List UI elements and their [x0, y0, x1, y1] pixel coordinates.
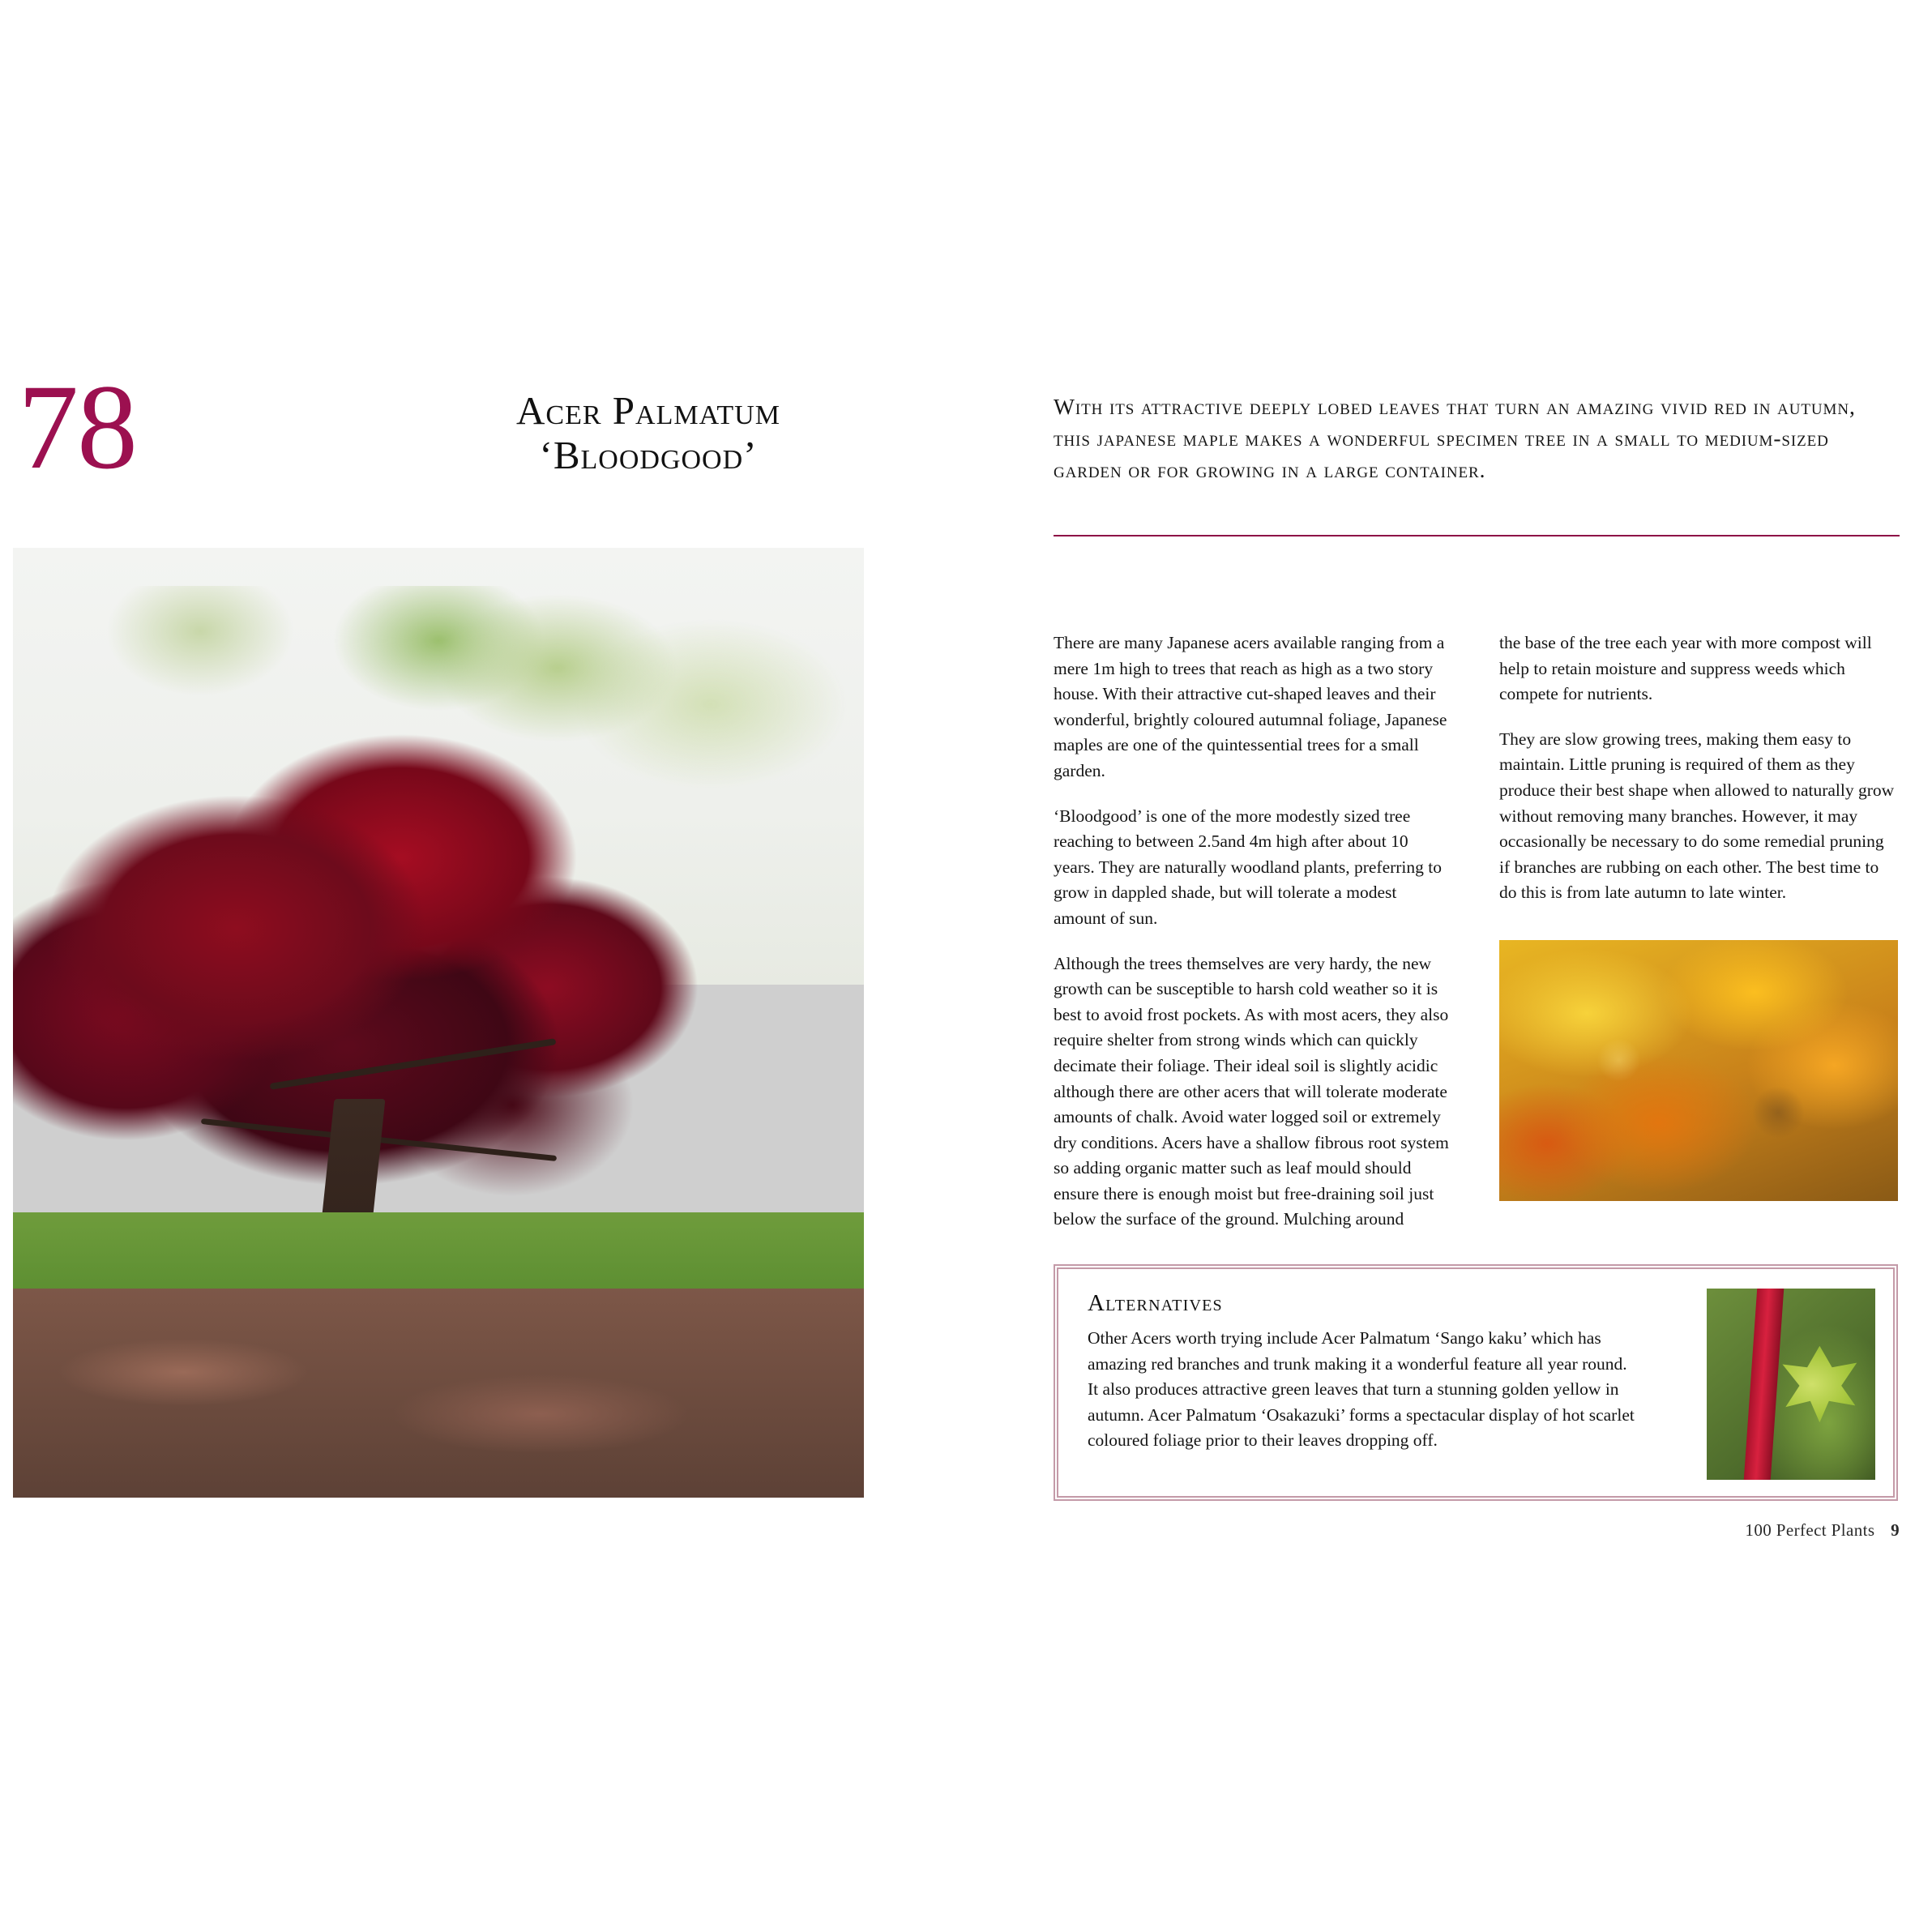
body-column-right — [1499, 630, 1898, 925]
page-title — [421, 389, 875, 478]
alternatives-photo — [1707, 1289, 1875, 1480]
plant-number: 78 — [18, 360, 136, 494]
hero-photo — [13, 548, 864, 1498]
page-title-line-2: ‘Bloodgood’ — [539, 432, 758, 477]
header-divider — [1054, 535, 1900, 536]
alternatives-photo-background — [1707, 1289, 1875, 1480]
alternatives-heading: Alternatives — [1088, 1290, 1223, 1316]
autumn-leaves-photo — [1499, 940, 1898, 1201]
footer-book-title: 100 Perfect Plants — [1745, 1520, 1875, 1540]
alternatives-box — [1054, 1264, 1898, 1501]
alternatives-text: Other Acers worth trying include Acer Palmatum ‘Sango kaku’ which has amazing red branches and trunk making it a wonderful feature all year round. It also produces attractive green leaves that turn a stunning golden yellow in autumn. Acer Palmatum ‘Osakazuki’ forms a spectacular display of hot scarlet coloured foliage prior to their leaves dropping off. — [1088, 1328, 1635, 1451]
hero-red-maple-canopy — [13, 681, 864, 1270]
body-column-left — [1054, 630, 1451, 1252]
autumn-bokeh — [1499, 940, 1898, 1201]
hero-leaf-litter — [13, 1289, 864, 1498]
body-paragraph: ‘Bloodgood’ is one of the more modestly sized tree reaching to between 2.5and 4m high after about 10 years. They are naturally woodland plants, preferring to grow in dappled shade, but will tolerate a modest amount of sun. — [1054, 806, 1443, 928]
body-paragraph: They are slow growing trees, making them easy to maintain. Little pruning is required of them as they produce their best shape when allowed to naturally grow without removing many branches. However, it may occasionally be necessary to do some remedial pruning if branches are rubbing on each other. The best time to do this is from late autumn to late winter. — [1499, 729, 1895, 903]
intro-paragraph: With its attractive deeply lobed leaves that turn an amazing vivid red in autumn, this japanese maple makes a wonderful specimen tree in a small to medium-sized garden or for growing in a large container. — [1054, 394, 1856, 483]
footer-page-number: 9 — [1891, 1520, 1900, 1540]
page-footer — [1745, 1520, 1900, 1541]
body-paragraph: Although the trees themselves are very hardy, the new growth can be susceptible to harsh cold weather so it is best to avoid frost pockets. As with most acers, they also require shelter from strong winds which can quickly decimate their foliage. Their ideal soil is slightly acidic although there are other acers that will tolerate moderate amounts of chalk. Avoid water logged soil or extremely dry conditions. Acers have a shallow fibrous root system so adding organic matter such as leaf mould should ensure there is enough moist but free-draining soil just below the surface of the ground. Mulching around — [1054, 953, 1449, 1229]
page-title-line-1: Acer Palmatum — [516, 388, 780, 433]
body-paragraph: There are many Japanese acers available ranging from a mere 1m high to trees that reach as high as a two story house. With their attractive cut-shaped leaves and their wonderful, brightly coloured autumnal foliage, Japanese maples are one of the quintessential trees for a small garden. — [1054, 633, 1447, 780]
body-paragraph: the base of the tree each year with more compost will help to retain moisture and suppress weeds which compete for nutrients. — [1499, 633, 1872, 704]
